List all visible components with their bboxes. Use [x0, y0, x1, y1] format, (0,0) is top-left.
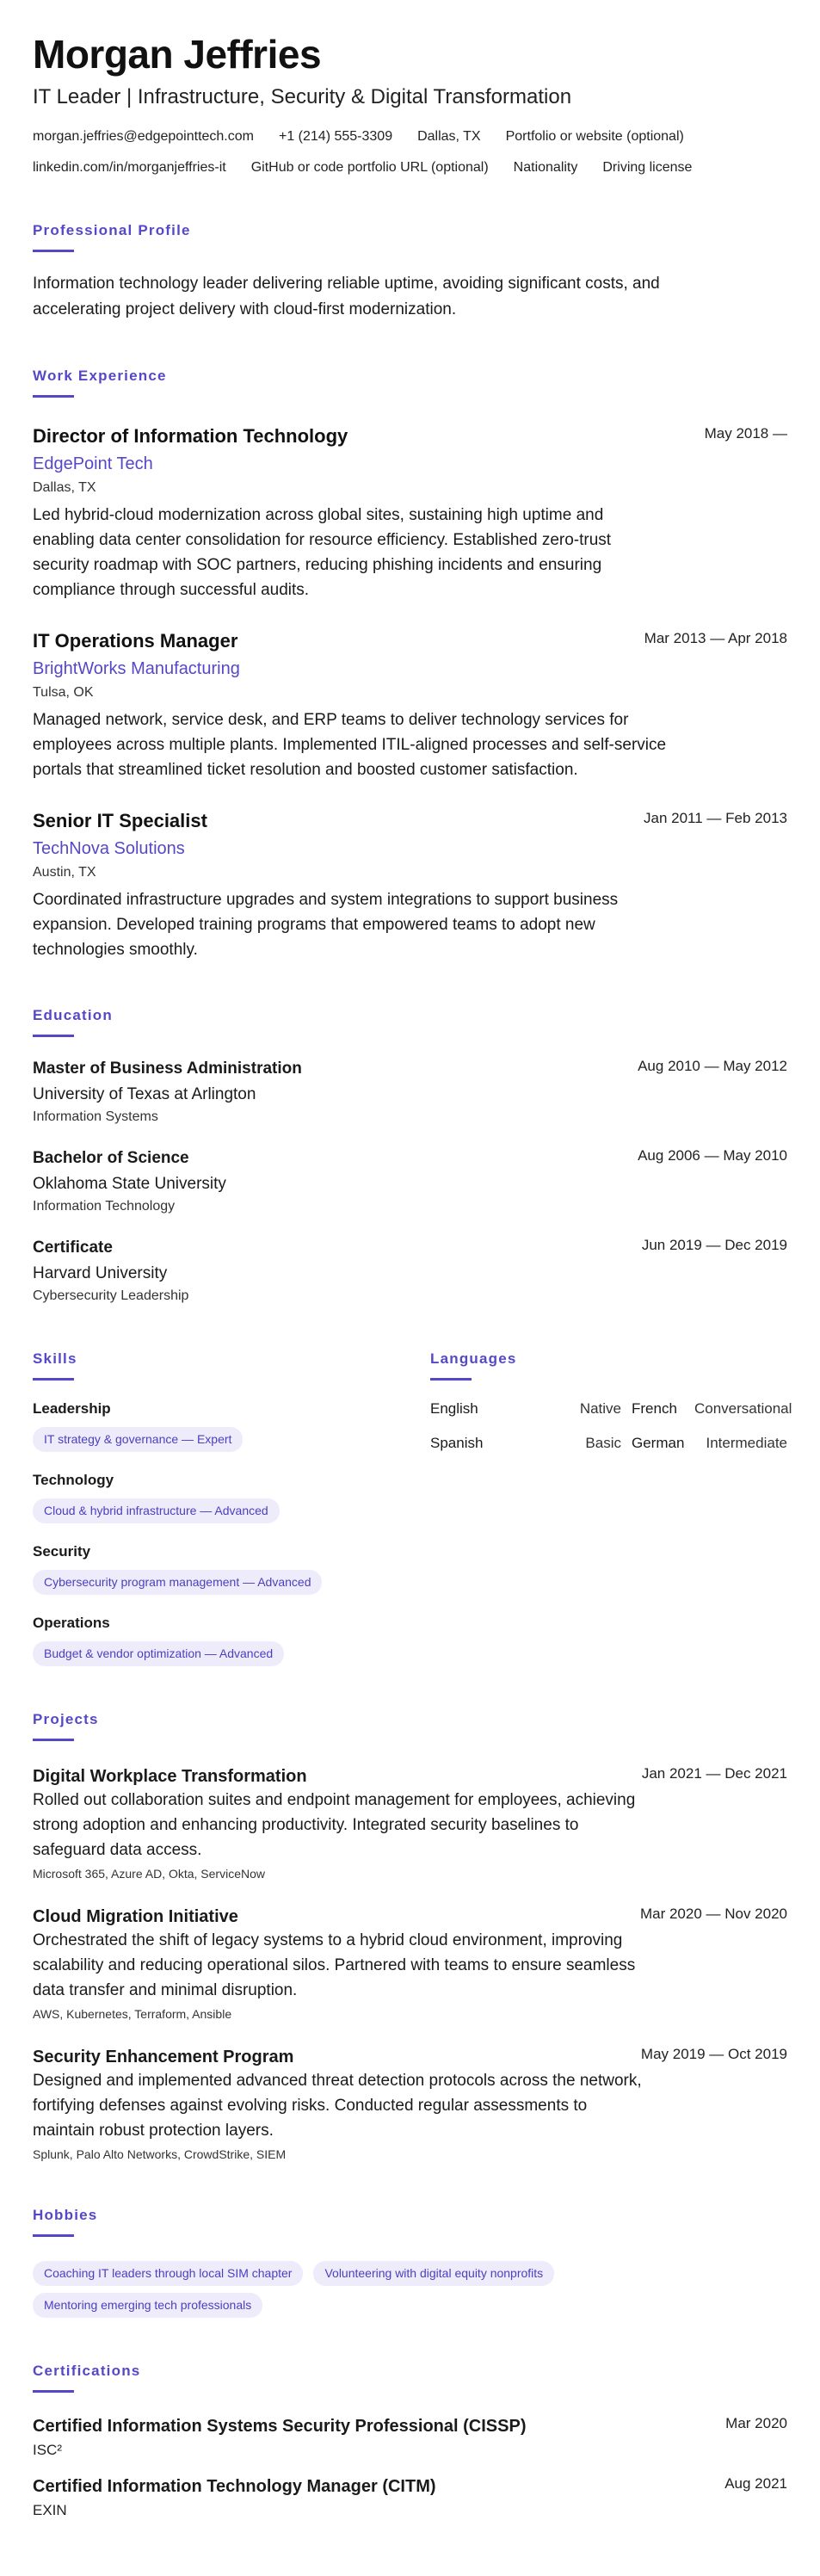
job-title: Senior IT Specialist	[33, 810, 207, 831]
contact-nationality: Nationality	[513, 160, 578, 175]
job-company: EdgePoint Tech	[33, 454, 153, 473]
job-location: Austin, TX	[33, 865, 96, 880]
job-description: Led hybrid-cloud modernization across global sites, sustaining high uptime and enabling data center consolidation for resource efficiency. Established zero-trust security roadmap with SOC partners, reducing phishing incidents and ensuring compliance through successful audits.	[33, 506, 612, 599]
education-section	[33, 1007, 787, 1306]
language-level: Native	[579, 1400, 621, 1417]
certification-issuer: EXIN	[33, 2502, 67, 2518]
language-grid	[430, 1399, 792, 1453]
language-name: Spanish	[430, 1435, 484, 1451]
section-title-hobbies: Hobbies	[33, 2207, 98, 2223]
job-entry	[33, 423, 787, 602]
hobby-chip: Mentoring emerging tech professionals	[33, 2293, 262, 2318]
certification-issuer: ISC²	[33, 2442, 62, 2458]
project-tech: Splunk, Palo Alto Networks, CrowdStrike, SIEM	[33, 2147, 287, 2161]
job-company: BrightWorks Manufacturing	[33, 659, 240, 678]
education-degree: Certificate	[33, 1239, 113, 1257]
contact-location: Dallas, TX	[417, 129, 481, 144]
project-entry	[33, 1765, 787, 1881]
contact-linkedin[interactable]: linkedin.com/in/morganjeffries-it	[33, 160, 226, 175]
section-divider	[33, 2390, 74, 2393]
skills-section	[33, 1350, 430, 1666]
skill-group	[33, 1542, 430, 1595]
skill-chip: Budget & vendor optimization — Advanced	[33, 1641, 284, 1666]
skill-chip: Cloud & hybrid infrastructure — Advanced	[33, 1498, 280, 1523]
certification-name: Certified Information Technology Manager (CITM)	[33, 2477, 436, 2496]
certification-date: Aug 2021	[724, 2475, 787, 2492]
contact-driving-license: Driving license	[602, 160, 693, 175]
skill-category: Leadership	[33, 1400, 111, 1417]
project-entry	[33, 2046, 787, 2162]
language-level: Intermediate	[706, 1435, 787, 1451]
job-title: Director of Information Technology	[33, 425, 348, 447]
project-tech: Microsoft 365, Azure AD, Okta, ServiceNow	[33, 1867, 265, 1881]
education-entry	[33, 1147, 787, 1216]
project-description: Designed and implemented advanced threat detection protocols across the network, fortifying defenses against evolving risks. Conducted regular assessments to maintain robust protection layers.	[33, 2072, 642, 2140]
project-description: Orchestrated the shift of legacy systems to a hybrid cloud environment, improving scalability and reducing operational silos. Partnered with teams to ensure seamless data transfer and minimal disruption.	[33, 1931, 636, 1999]
section-divider	[33, 1378, 74, 1381]
education-entry	[33, 1237, 787, 1306]
project-date: Mar 2020 — Nov 2020	[639, 1906, 787, 1922]
contact-phone[interactable]: +1 (214) 555-3309	[278, 129, 393, 144]
projects-section	[33, 1711, 787, 2162]
section-divider	[33, 1739, 74, 1741]
section-divider	[33, 2234, 74, 2237]
language-name: French	[632, 1400, 677, 1417]
candidate-headline: IT Leader | Infrastructure, Security & Digital Transformation	[33, 85, 572, 108]
skill-chip: Cybersecurity program management — Advanced	[33, 1570, 322, 1595]
section-title-certifications: Certifications	[33, 2363, 141, 2379]
section-title-skills: Skills	[33, 1350, 77, 1367]
hobby-chip: Volunteering with digital equity nonprofits	[313, 2261, 554, 2286]
hobby-list	[33, 2254, 687, 2318]
skill-category: Technology	[33, 1472, 114, 1488]
skill-group	[33, 1399, 430, 1452]
project-description: Rolled out collaboration suites and endpoint management for employees, achieving strong adoption and enhancing productivity. Integrated security baselines to safeguard data access.	[33, 1791, 636, 1859]
section-title-languages: Languages	[430, 1350, 517, 1367]
education-entry	[33, 1058, 787, 1127]
education-degree: Bachelor of Science	[33, 1149, 189, 1167]
job-date: May 2018 —	[704, 425, 787, 442]
job-description: Managed network, service desk, and ERP teams to deliver technology services for employees across multiple plants. Implemented ITIL-aligned processes and self-service portals that streamlined ticket resolution and boosted customer satisfaction.	[33, 711, 667, 779]
project-entry	[33, 1906, 787, 2022]
section-divider	[33, 1035, 74, 1037]
contact-portfolio[interactable]: Portfolio or website (optional)	[505, 129, 684, 144]
section-title-profile: Professional Profile	[33, 222, 191, 238]
skill-group	[33, 1471, 430, 1523]
candidate-name: Morgan Jeffries	[33, 32, 322, 77]
certification-name: Certified Information Systems Security Professional (CISSP)	[33, 2417, 527, 2436]
project-title: Cloud Migration Initiative	[33, 1907, 238, 1926]
job-date: Mar 2013 — Apr 2018	[644, 630, 787, 646]
language-name: English	[430, 1400, 478, 1417]
project-title: Digital Workplace Transformation	[33, 1767, 307, 1786]
skill-chip: IT strategy & governance — Expert	[33, 1427, 243, 1452]
job-description: Coordinated infrastructure upgrades and system integrations to support business expansion. Developed training programs that empowered teams to adopt new technologies smoothly.	[33, 891, 619, 959]
section-divider	[33, 395, 74, 398]
section-title-experience: Work Experience	[33, 368, 167, 384]
job-entry	[33, 628, 787, 782]
hobbies-section	[33, 2207, 787, 2318]
education-field: Information Systems	[33, 1109, 158, 1124]
language-name: German	[632, 1435, 685, 1451]
education-field: Cybersecurity Leadership	[33, 1288, 189, 1303]
education-school: University of Texas at Arlington	[33, 1085, 256, 1103]
skill-group	[33, 1614, 430, 1666]
skills-languages-row	[33, 1350, 792, 1666]
certifications-section	[33, 2363, 787, 2520]
project-tech: AWS, Kubernetes, Terraform, Ansible	[33, 2007, 232, 2021]
job-company: TechNova Solutions	[33, 839, 185, 858]
job-location: Dallas, TX	[33, 480, 96, 495]
certification-entry	[33, 2475, 787, 2520]
section-divider	[33, 250, 74, 252]
certification-entry	[33, 2415, 787, 2460]
contact-list	[33, 127, 787, 177]
section-title-education: Education	[33, 1007, 113, 1023]
education-field: Information Technology	[33, 1199, 176, 1214]
language-level: Basic	[585, 1435, 621, 1451]
education-degree: Master of Business Administration	[33, 1059, 302, 1078]
project-title: Security Enhancement Program	[33, 2048, 294, 2066]
profile-summary: Information technology leader delivering reliable uptime, avoiding significant costs, and accelerating project delivery with cloud-first modernization.	[33, 275, 660, 318]
education-date: Aug 2010 — May 2012	[638, 1058, 787, 1074]
project-date: May 2019 — Oct 2019	[640, 2046, 787, 2062]
skill-category: Security	[33, 1543, 91, 1560]
skill-category: Operations	[33, 1615, 110, 1631]
education-date: Aug 2006 — May 2010	[638, 1147, 787, 1164]
job-date: Jan 2011 — Feb 2013	[644, 810, 787, 826]
section-divider	[430, 1378, 472, 1381]
project-date: Jan 2021 — Dec 2021	[641, 1765, 787, 1782]
job-entry	[33, 808, 787, 962]
certification-date: Mar 2020	[725, 2415, 787, 2431]
hobby-chip: Coaching IT leaders through local SIM chapter	[33, 2261, 303, 2286]
contact-github[interactable]: GitHub or code portfolio URL (optional)	[250, 160, 489, 175]
job-location: Tulsa, OK	[33, 685, 94, 700]
education-school: Harvard University	[33, 1264, 168, 1282]
languages-section	[430, 1350, 792, 1666]
contact-email[interactable]: morgan.jeffries@edgepointtech.com	[33, 129, 254, 144]
experience-section	[33, 368, 787, 962]
education-date: Jun 2019 — Dec 2019	[641, 1237, 787, 1253]
language-level: Conversational	[694, 1400, 792, 1417]
section-title-projects: Projects	[33, 1711, 99, 1727]
job-title: IT Operations Manager	[33, 630, 238, 652]
profile-section	[33, 222, 787, 323]
education-school: Oklahoma State University	[33, 1175, 226, 1193]
